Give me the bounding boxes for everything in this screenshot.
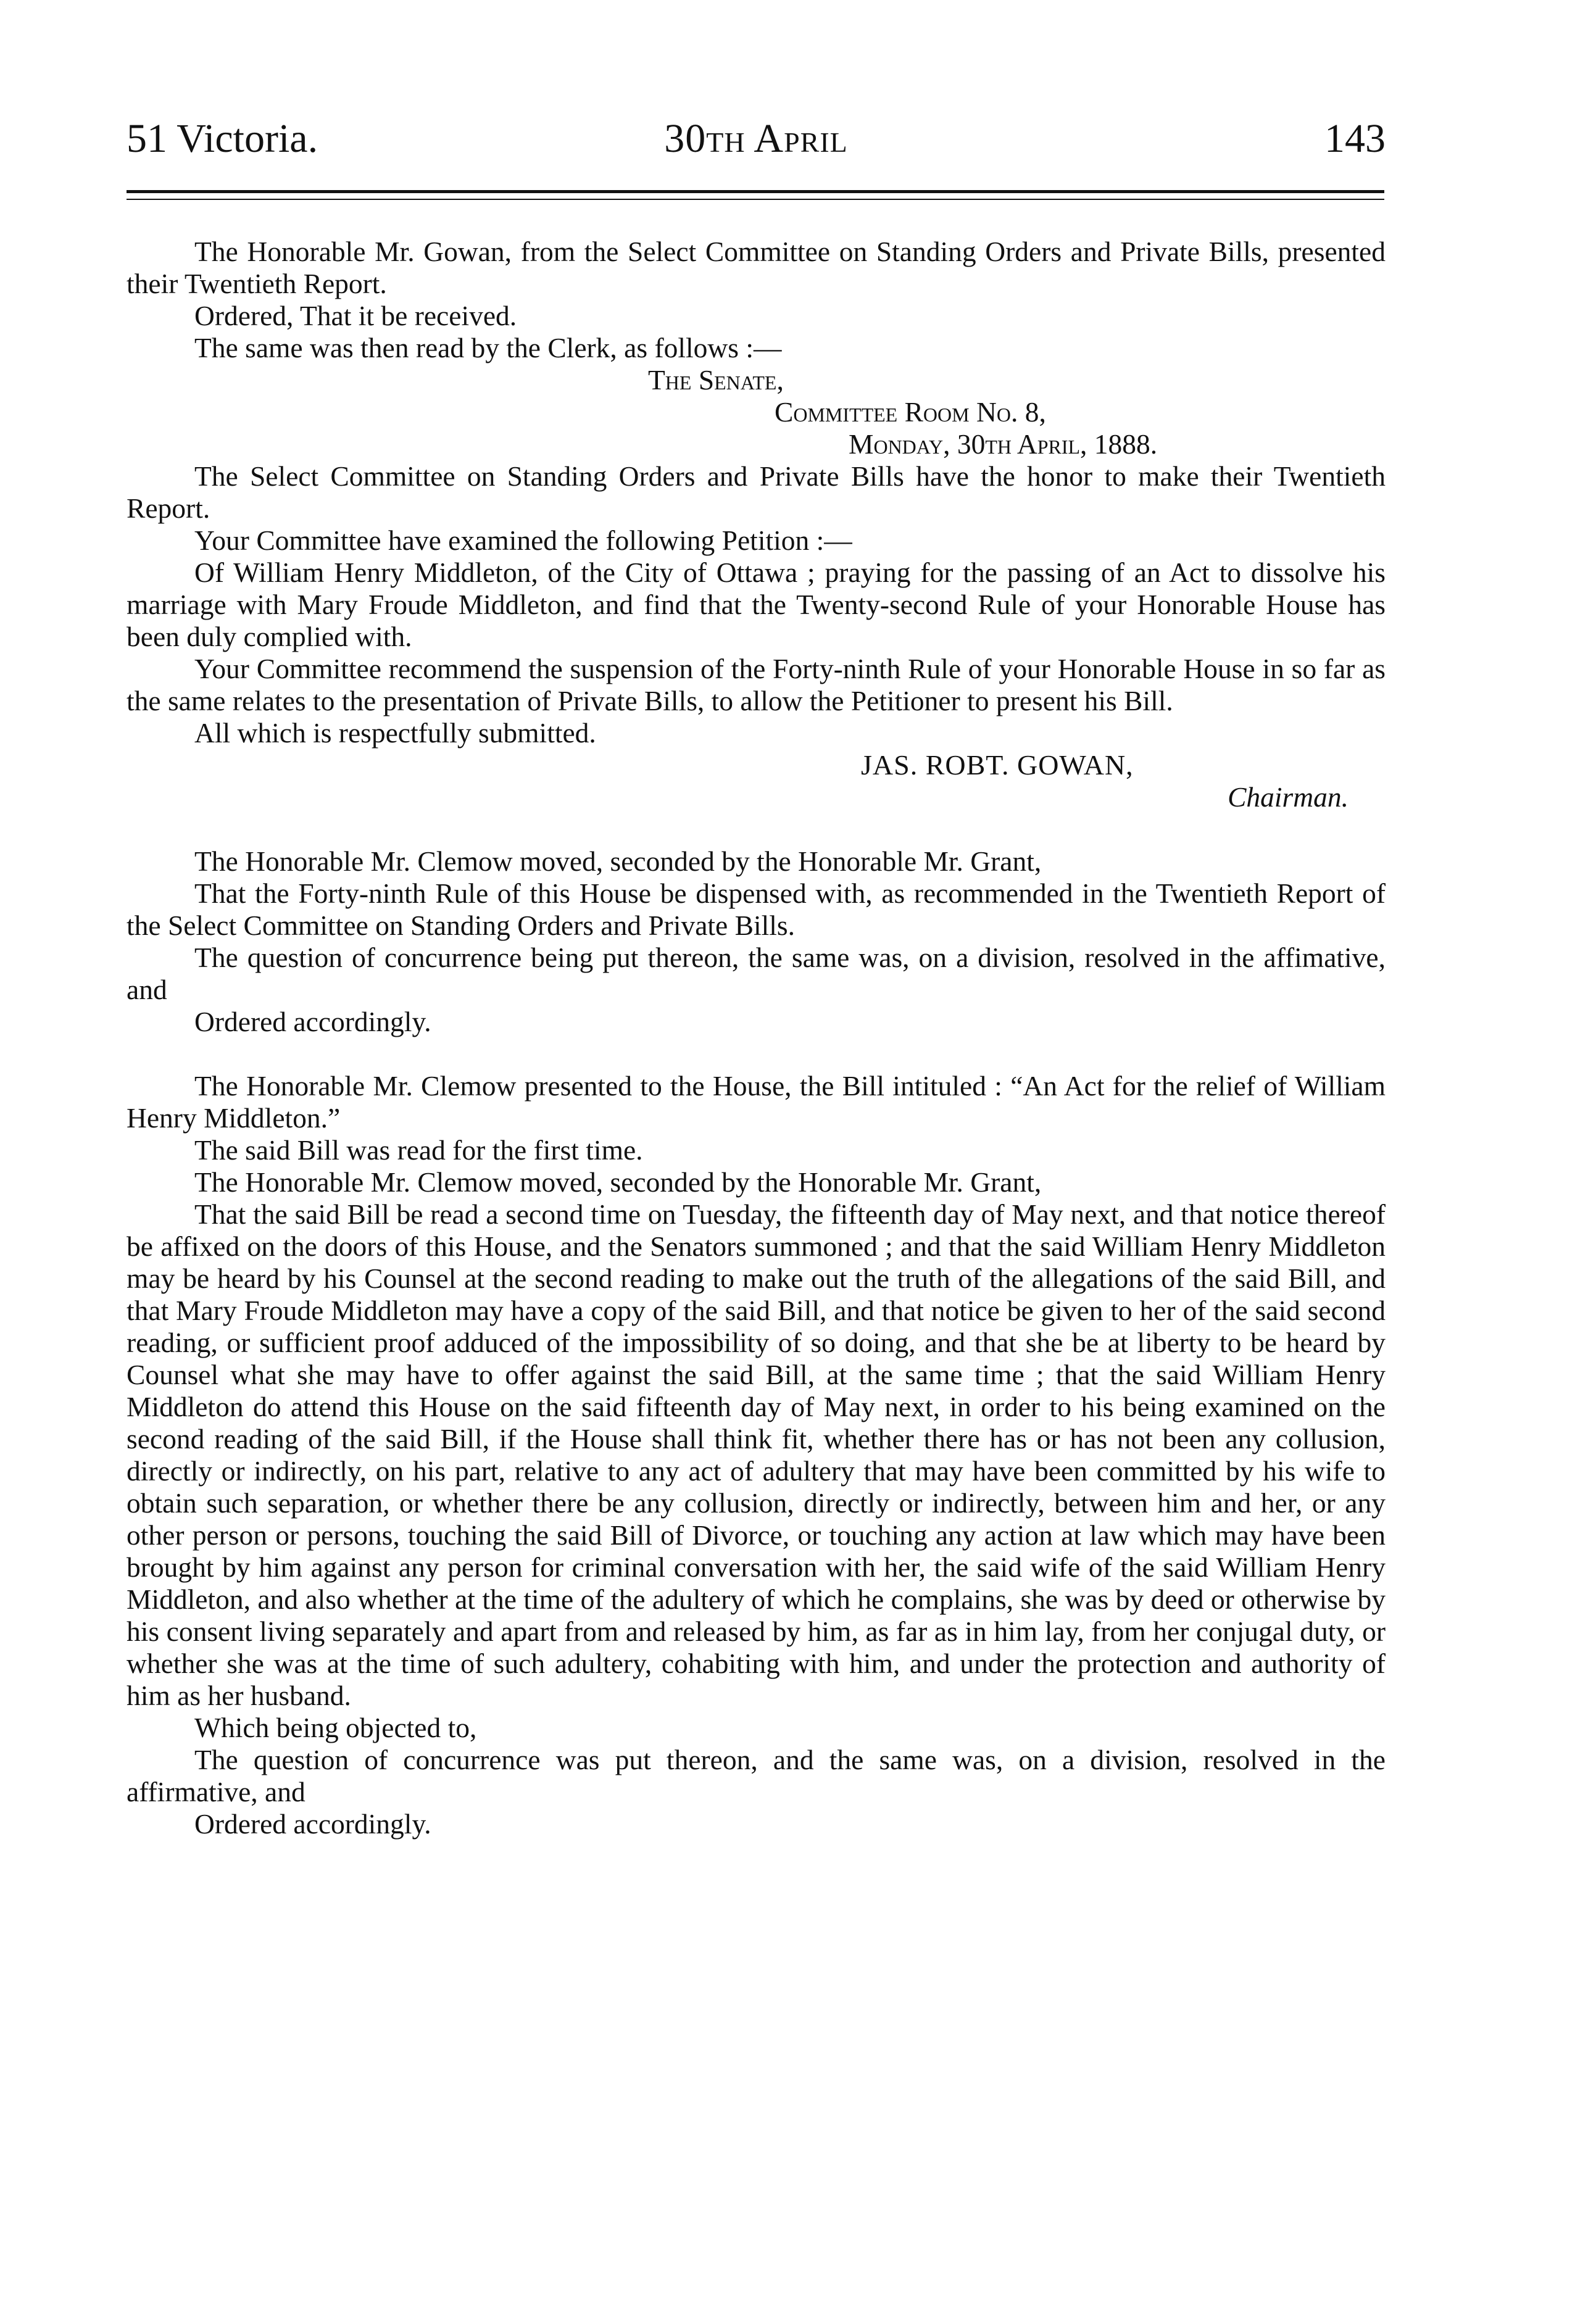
header-rule-thick [127,190,1384,193]
paragraph: The Honorable Mr. Gowan, from the Select Committee on Standing Orders and Private Bills, presented their Twentieth Report. [127,236,1386,299]
page-header [127,105,1386,173]
paragraph: Your Committee have examined the following Petition :— [194,525,852,556]
committee-report-section [127,236,1386,813]
paragraph: That the Forty-ninth Rule of this House be dispensed with, as recommended in the Twentieth Report of the Select Committee on Standing Orders and Private Bills. [127,878,1386,941]
paragraph: Ordered accordingly. [194,1006,431,1037]
signature-name: JAS. ROBT. GOWAN, [861,749,1134,781]
paragraph: The said Bill was read for the first time. [194,1134,643,1166]
section-gap [127,813,1386,845]
report-address-line: The Senate, [648,364,784,396]
report-date-line: Monday, 30th April, 1888. [849,428,1158,460]
page-number: 143 [1324,116,1386,161]
page-body [127,236,1386,1840]
paragraph: The Honorable Mr. Clemow moved, seconded by the Honorable Mr. Grant, [194,1166,1042,1198]
paragraph: The same was then read by the Clerk, as follows :— [194,332,782,363]
paragraph: Your Committee recommend the suspension of the Forty-ninth Rule of your Honorable House in so far as the same relates to the presentation of Private Bills, to allow the Petitioner to present his Bill. [127,653,1386,716]
paragraph: Ordered accordingly. [194,1808,431,1840]
paragraph: All which is respectfully submitted. [194,717,596,749]
paragraph: The Honorable Mr. Clemow presented to the House, the Bill intituled : “An Act for the relief of William Henry Middleton.” [127,1070,1386,1134]
paragraph: The question of concurrence was put thereon, and the same was, on a division, resolved in the affirmative, and [127,1744,1386,1807]
signature-title: Chairman. [1228,781,1349,813]
paragraph: Which being objected to, [194,1712,477,1743]
paragraph: The Select Committee on Standing Orders and Private Bills have the honor to make their Twentieth Report. [127,460,1386,524]
paragraph: The question of concurrence being put thereon, the same was, on a division, resolved in the affimative, and [127,942,1386,1005]
report-address-line: Committee Room No. 8, [775,396,1046,428]
header-date: 30th April [664,116,848,161]
section-gap [127,1038,1386,1070]
paragraph: Of William Henry Middleton, of the City of Ottawa ; praying for the passing of an Act to dissolve his marriage with Mary Froude Middleton, and find that the Twenty-second Rule of your Honorable House has been duly complied with. [127,557,1386,652]
motion-section [127,845,1386,1038]
header-rule-thin [127,199,1384,200]
paragraph: Ordered, That it be received. [194,300,517,331]
header-session: 51 Victoria. [127,116,318,161]
bill-section [127,1070,1386,1840]
paragraph: The Honorable Mr. Clemow moved, seconded by the Honorable Mr. Grant, [194,845,1042,877]
paragraph: That the said Bill be read a second time on Tuesday, the fifteenth day of May next, and that notice thereof be affixed on the doors of this House, and the Senators summoned ; and that the said William Henry Middleton may be heard by his Counsel at the second reading to make out the truth of the allegations of the said Bill, and that Mary Froude Middleton may have a copy of the said Bill, and that notice be given to her of the said second reading, or sufficient proof adduced of the impossibility of so doing, and that she be at liberty to be heard by Counsel what she may have to offer against the said Bill, at the same time ; that the said William Henry Middleton do attend this House on the said fifteenth day of May next, in order to his being examined on the second reading of the said Bill, if the House shall think fit, whether there has or has not been any collusion, directly or indirectly, on his part, relative to any act of adultery that may have been committed by his wife to obtain such separation, or whether there be any collusion, directly or indirectly, between him and her, or any other person or persons, touching the said Bill of Divorce, or touching any action at law which may have been brought by him against any person for criminal conversation with her, the said wife of the said William Henry Middleton, and also whether at the time of the adultery of which he complains, she was by deed or otherwise by his consent living separately and apart from and released by him, as far as in him lay, from her conjugal duty, or whether she was at the time of such adultery, cohabiting with him, and under the protection and authority of him as her husband. [127,1198,1386,1711]
